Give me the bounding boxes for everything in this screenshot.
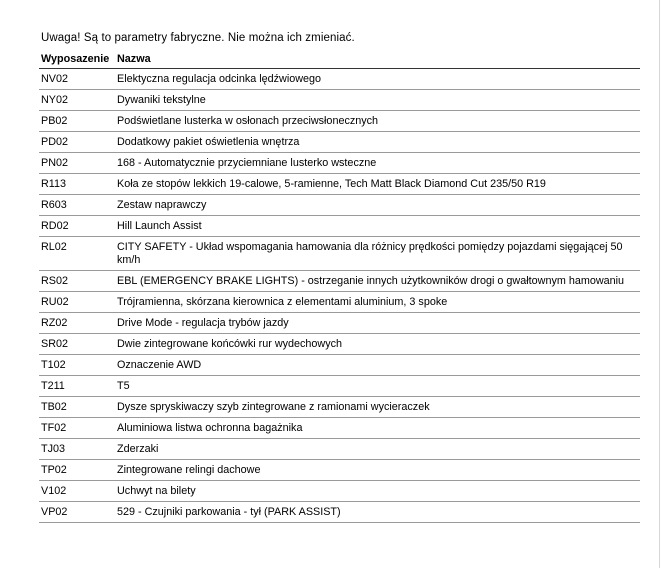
equipment-name: Aluminiowa listwa ochronna bagażnika (115, 418, 640, 439)
equipment-name: Elektyczna regulacja odcinka lędźwiowego (115, 69, 640, 90)
factory-parameters-notice: Uwaga! Są to parametry fabryczne. Nie można ich zmieniać. (41, 32, 355, 44)
table-row (39, 418, 640, 439)
table-row (39, 481, 640, 502)
table-row (39, 216, 640, 237)
column-header-code: Wyposazenie (39, 49, 115, 69)
equipment-code: NV02 (39, 69, 115, 90)
equipment-name: CITY SAFETY - Układ wspomagania hamowania dla różnicy prędkości pomiędzy pojazdami sięgającej 50 km/h (115, 237, 640, 271)
equipment-name: Drive Mode - regulacja trybów jazdy (115, 313, 640, 334)
equipment-name: Trójramienna, skórzana kierownica z elementami aluminium, 3 spoke (115, 292, 640, 313)
equipment-table-body (39, 69, 640, 523)
table-row (39, 439, 640, 460)
table-row (39, 502, 640, 523)
equipment-code: RZ02 (39, 313, 115, 334)
equipment-code: TP02 (39, 460, 115, 481)
equipment-name: 529 - Czujniki parkowania - tył (PARK ASSIST) (115, 502, 640, 523)
table-row (39, 69, 640, 90)
table-row (39, 355, 640, 376)
equipment-code: PN02 (39, 153, 115, 174)
equipment-code: RU02 (39, 292, 115, 313)
equipment-name: Podświetlane lusterka w osłonach przeciwsłonecznych (115, 111, 640, 132)
table-row (39, 460, 640, 481)
equipment-code: V102 (39, 481, 115, 502)
table-row (39, 397, 640, 418)
table-row (39, 292, 640, 313)
equipment-name: Hill Launch Assist (115, 216, 640, 237)
equipment-name: Koła ze stopów lekkich 19-calowe, 5-ramienne, Tech Matt Black Diamond Cut 235/50 R19 (115, 174, 640, 195)
equipment-name: T5 (115, 376, 640, 397)
column-header-name: Nazwa (115, 49, 640, 69)
equipment-code: NY02 (39, 90, 115, 111)
equipment-name: Oznaczenie AWD (115, 355, 640, 376)
equipment-code: RS02 (39, 271, 115, 292)
equipment-name: Zestaw naprawczy (115, 195, 640, 216)
equipment-name: Uchwyt na bilety (115, 481, 640, 502)
equipment-name: Dwie zintegrowane końcówki rur wydechowych (115, 334, 640, 355)
table-row (39, 313, 640, 334)
equipment-code: VP02 (39, 502, 115, 523)
equipment-table (39, 49, 640, 523)
equipment-code: TB02 (39, 397, 115, 418)
equipment-code: TF02 (39, 418, 115, 439)
table-row (39, 111, 640, 132)
equipment-code: PD02 (39, 132, 115, 153)
equipment-code: T102 (39, 355, 115, 376)
equipment-code: TJ03 (39, 439, 115, 460)
equipment-name: Dywaniki tekstylne (115, 90, 640, 111)
equipment-name: 168 - Automatycznie przyciemniane lusterko wsteczne (115, 153, 640, 174)
equipment-code: R113 (39, 174, 115, 195)
table-row (39, 153, 640, 174)
equipment-name: EBL (EMERGENCY BRAKE LIGHTS) - ostrzeganie innych użytkowników drogi o gwałtownym hamowaniu (115, 271, 640, 292)
table-header-row (39, 49, 640, 69)
table-row (39, 132, 640, 153)
table-row (39, 334, 640, 355)
equipment-name: Dodatkowy pakiet oświetlenia wnętrza (115, 132, 640, 153)
equipment-code: T211 (39, 376, 115, 397)
equipment-code: RD02 (39, 216, 115, 237)
table-row (39, 174, 640, 195)
table-row (39, 237, 640, 271)
table-row (39, 195, 640, 216)
equipment-code: RL02 (39, 237, 115, 271)
equipment-code: R603 (39, 195, 115, 216)
table-row (39, 90, 640, 111)
table-row (39, 271, 640, 292)
equipment-name: Zderzaki (115, 439, 640, 460)
equipment-code: PB02 (39, 111, 115, 132)
equipment-name: Dysze spryskiwaczy szyb zintegrowane z ramionami wycieraczek (115, 397, 640, 418)
equipment-code: SR02 (39, 334, 115, 355)
table-row (39, 376, 640, 397)
equipment-name: Zintegrowane relingi dachowe (115, 460, 640, 481)
